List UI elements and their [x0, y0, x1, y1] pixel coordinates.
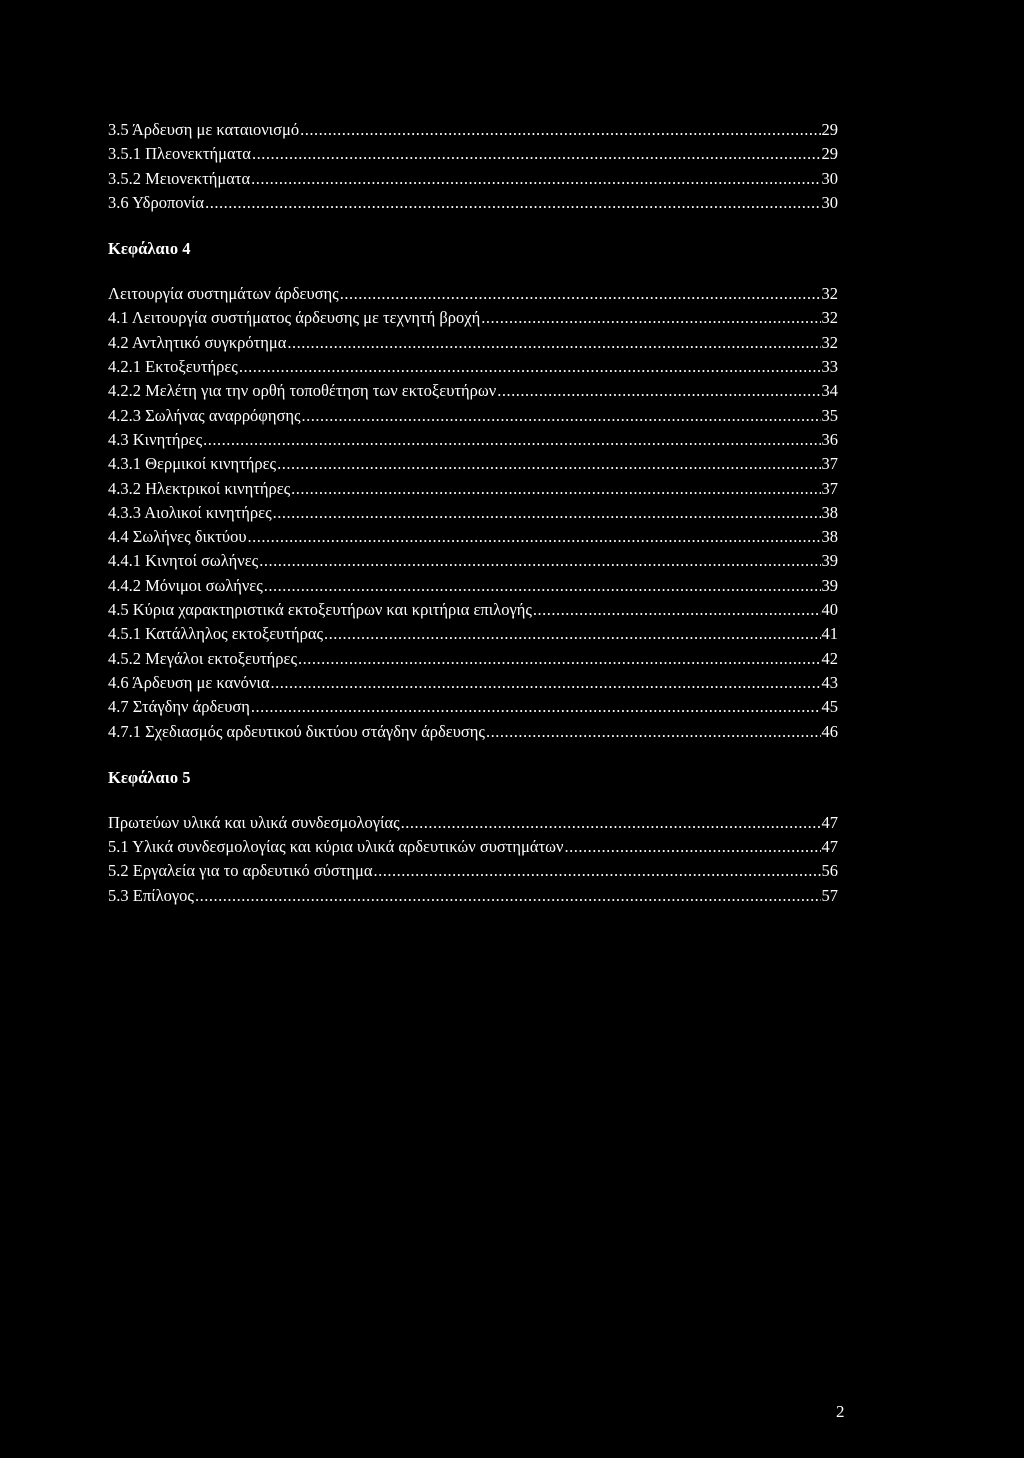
toc-entry-page: 29	[821, 144, 838, 164]
leader-dots	[251, 167, 820, 191]
toc-entry[interactable]	[108, 695, 838, 719]
toc-entry-page: 32	[821, 284, 838, 304]
toc-entry[interactable]	[108, 549, 838, 573]
toc-entry[interactable]	[108, 477, 838, 501]
toc-entry-page: 37	[821, 478, 838, 498]
chapter-heading: Κεφάλαιο 4	[108, 239, 191, 259]
spacer	[108, 215, 838, 237]
leader-dots	[300, 118, 820, 142]
leader-dots	[248, 525, 821, 549]
toc-entry-label: 4.2.2 Μελέτη για την ορθή τοποθέτηση των εκτοξευτήρων	[108, 381, 497, 401]
toc-entry[interactable]	[108, 379, 838, 403]
toc-entry[interactable]	[108, 501, 838, 525]
toc-entry-page: 41	[821, 624, 838, 644]
toc-entry-page: 39	[821, 575, 838, 595]
toc-entry-label: 4.7 Στάγδην άρδευση	[108, 697, 250, 717]
toc-entry-page: 43	[821, 672, 838, 692]
leader-dots	[239, 355, 821, 379]
toc-entry-page: 30	[821, 168, 838, 188]
toc-entry-page: 38	[821, 502, 838, 522]
leader-dots	[203, 428, 820, 452]
page-number: 2	[836, 1402, 845, 1421]
toc-entry-page: 37	[821, 454, 838, 474]
toc-entry[interactable]	[108, 282, 838, 306]
toc-entry-label: 4.5.2 Μεγάλοι εκτοξευτήρες	[108, 648, 298, 668]
toc-entry[interactable]	[108, 452, 838, 476]
toc-entry-label: 5.1 Υλικά συνδεσμολογίας και κύρια υλικά αρδευτικών συστημάτων	[108, 837, 564, 857]
toc-entry[interactable]	[108, 118, 838, 142]
toc-entry-label: 4.4.1 Κινητοί σωλήνες	[108, 551, 259, 571]
toc-entry[interactable]	[108, 811, 838, 835]
toc-entry-label: 4.2.3 Σωλήνας αναρρόφησης	[108, 405, 301, 425]
toc-entry[interactable]	[108, 598, 838, 622]
toc-entry-label: 4.4 Σωλήνες δικτύου	[108, 527, 247, 547]
toc-entry[interactable]	[108, 331, 838, 355]
leader-dots	[324, 622, 821, 646]
toc-entry-label: 4.5 Κύρια χαρακτηριστικά εκτοξευτήρων και κριτήρια επιλογής	[108, 600, 532, 620]
toc-entry-page: 29	[821, 120, 838, 139]
toc-entry-label: 4.3 Κινητήρες	[108, 429, 203, 449]
toc-entry-label: 4.2 Αντλητικό συγκρότημα	[108, 332, 287, 352]
toc-entry[interactable]	[108, 355, 838, 379]
toc-entry-page: 47	[821, 837, 838, 857]
toc-entry[interactable]	[108, 191, 838, 215]
leader-dots	[302, 404, 821, 428]
toc-entry-label: 3.5 Άρδευση με καταιονισμό	[108, 120, 300, 139]
toc-entry[interactable]	[108, 167, 838, 191]
toc-entry-page: 57	[821, 885, 838, 905]
leader-dots	[291, 477, 820, 501]
toc-entry[interactable]	[108, 574, 838, 598]
leader-dots	[486, 720, 821, 744]
toc-entry-label: 4.3.2 Ηλεκτρικοί κινητήρες	[108, 478, 291, 498]
leader-dots	[481, 306, 820, 330]
toc-entry-page: 56	[821, 861, 838, 881]
spacer	[108, 790, 838, 811]
leader-dots	[264, 574, 821, 598]
toc-entry[interactable]	[108, 859, 838, 883]
toc-entry[interactable]	[108, 428, 838, 452]
leader-dots	[564, 835, 820, 859]
leader-dots	[298, 647, 820, 671]
toc-entry-page: 32	[821, 332, 838, 352]
leader-dots	[205, 191, 820, 215]
toc-entry-page: 46	[821, 721, 838, 741]
toc-entry-label: 4.1 Λειτουργία συστήματος άρδευσης με τεχνητή βροχή	[108, 308, 481, 328]
toc-entry-page: 40	[821, 600, 838, 620]
toc-entry-label: 4.2.1 Εκτοξευτήρες	[108, 357, 238, 377]
leader-dots	[497, 379, 820, 403]
toc-entry-page: 34	[821, 381, 838, 401]
toc-entry-page: 30	[821, 192, 838, 212]
toc-entry-page: 45	[821, 697, 838, 717]
toc-entry-label: Πρωτεύων υλικά και υλικά συνδεσμολογίας	[108, 812, 400, 832]
toc-entry-page: 42	[821, 648, 838, 668]
toc-entry[interactable]	[108, 884, 838, 908]
toc-entry[interactable]	[108, 835, 838, 859]
table-of-contents	[108, 118, 838, 908]
toc-entry-page: 35	[821, 405, 838, 425]
toc-entry[interactable]	[108, 142, 838, 166]
toc-entry[interactable]	[108, 404, 838, 428]
leader-dots	[340, 282, 821, 306]
toc-entry[interactable]	[108, 622, 838, 646]
toc-entry-page: 39	[821, 551, 838, 571]
leader-dots	[252, 142, 821, 166]
spacer	[108, 744, 838, 766]
chapter-heading: Κεφάλαιο 5	[108, 767, 191, 787]
toc-entry-label: Λειτουργία συστημάτων άρδευσης	[108, 284, 339, 304]
toc-entry-label: 4.7.1 Σχεδιασμός αρδευτικού δικτύου στάγδην άρδευσης	[108, 721, 485, 741]
toc-entry-page: 38	[821, 527, 838, 547]
leader-dots	[533, 598, 821, 622]
toc-entry[interactable]	[108, 306, 838, 330]
toc-entry-label: 4.6 Άρδευση με κανόνια	[108, 672, 270, 692]
leader-dots	[195, 884, 821, 908]
leader-dots	[374, 859, 821, 883]
leader-dots	[287, 331, 820, 355]
toc-entry-label: 5.2 Εργαλεία για το αρδευτικό σύστημα	[108, 861, 373, 881]
leader-dots	[273, 501, 821, 525]
toc-entry-page: 47	[821, 812, 838, 832]
toc-entry-label: 4.4.2 Μόνιμοι σωλήνες	[108, 575, 263, 595]
spacer	[108, 261, 838, 282]
toc-entry-label: 4.3.1 Θερμικοί κινητήρες	[108, 454, 277, 474]
toc-entry[interactable]	[108, 647, 838, 671]
toc-entry-page: 32	[821, 308, 838, 328]
leader-dots	[259, 549, 820, 573]
toc-entry-label: 3.5.2 Μειονεκτήματα	[108, 168, 251, 188]
leader-dots	[251, 695, 821, 719]
toc-entry[interactable]	[108, 671, 838, 695]
leader-dots	[277, 452, 820, 476]
toc-entry-page: 36	[821, 429, 838, 449]
toc-entry[interactable]	[108, 525, 838, 549]
toc-entry-label: 3.5.1 Πλεονεκτήματα	[108, 144, 251, 164]
leader-dots	[401, 811, 821, 835]
toc-entry-label: 3.6 Υδροπονία	[108, 192, 205, 212]
toc-entry-label: 4.5.1 Κατάλληλος εκτοξευτήρας	[108, 624, 323, 644]
leader-dots	[270, 671, 820, 695]
toc-entry[interactable]	[108, 720, 838, 744]
toc-entry-page: 33	[821, 357, 838, 377]
toc-entry-label: 4.3.3 Αιολικοί κινητήρες	[108, 502, 272, 522]
toc-entry-label: 5.3 Επίλογος	[108, 885, 194, 905]
